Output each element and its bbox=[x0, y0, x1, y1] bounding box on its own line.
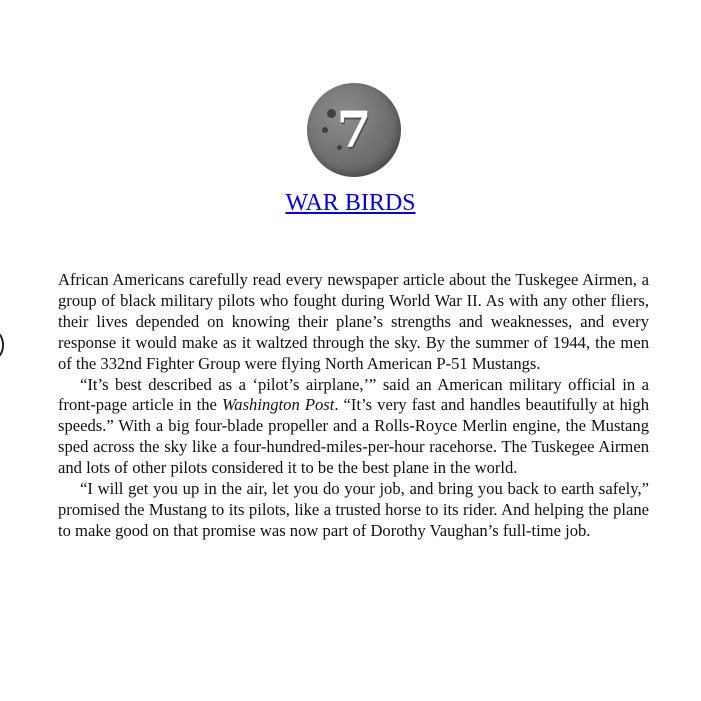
chapter-number-badge bbox=[307, 83, 401, 177]
paragraph-1: African Americans carefully read every newspaper article about the Tuskegee Airmen, a group of black military pilots who fought during World War II. As with any other fliers, their lives depended on knowing their plane’s strengths and weaknesses, and every response it would make as it waltzed through the sky. By the summer of 1944, the men of the 332nd Fighter Group were flying North American P-51 Mustangs. bbox=[58, 270, 649, 373]
paragraph-2-text-before: “It’s best described as a ‘pilot’s airplane,’” said an American military official in a front-page article in the bbox=[58, 374, 649, 415]
chapter-body bbox=[58, 270, 649, 542]
chapter-title-link[interactable]: WAR BIRDS bbox=[285, 190, 416, 216]
chapter-heading bbox=[0, 186, 701, 220]
publication-name: Washington Post bbox=[222, 395, 335, 415]
page-edge-mark bbox=[0, 331, 4, 359]
chapter-number: 7 bbox=[336, 100, 372, 159]
paragraph-3: “I will get you up in the air, let you do your job, and bring you back to earth safely,” promised the Mustang to its pilots, like a trusted horse to its rider. And helping the plane to make good on that promise was now part of Dorothy Vaughan’s full-time job. bbox=[58, 479, 649, 540]
paragraph-2 bbox=[58, 375, 649, 480]
paragraph-2-text-after: . “It’s very fast and handles beautifully at high speeds.” With a big four-blade propeller and a Rolls-Royce Merlin engine, the Mustang sped across the sky like a four-hundred-miles-per-hour racehorse. The Tuskegee Airmen and lots of other pilots considered it to be the best plane in the world. bbox=[58, 395, 649, 478]
